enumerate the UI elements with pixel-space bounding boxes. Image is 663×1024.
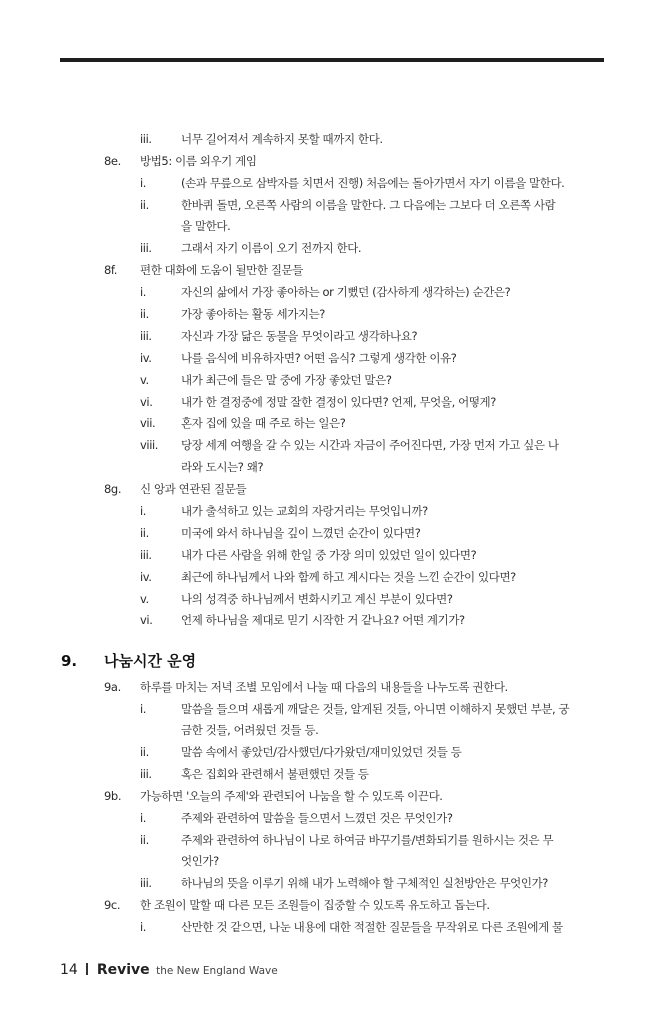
item-text: 한바퀴 돌면, 오른쪽 사람의 이름을 말한다. 그 다음에는 그보다 더 오른쪽 사람: [181, 198, 556, 212]
item-marker: iv.: [140, 351, 152, 365]
item-text: 자신과 가장 닮은 동물을 무엇이라고 생각하나요?: [181, 329, 418, 343]
section-number: 9.: [61, 652, 78, 670]
item-text-continued: 을 말한다.: [181, 219, 231, 233]
item-text: 당장 세계 여행을 갈 수 있는 시간과 자금이 주어진다면, 가장 먼저 가고 싶은 나: [181, 438, 559, 452]
item-text: 너무 길어져서 계속하지 못할 때까지 한다.: [181, 132, 383, 146]
item-text: 그래서 자기 이름이 오기 전까지 한다.: [181, 241, 362, 255]
item-marker: iii.: [140, 132, 152, 146]
item-text: 주제와 관련하여 하나님이 나로 하여금 바꾸기를/변화되기를 원하시는 것은 무: [181, 833, 554, 847]
subsection-marker: 9c.: [104, 898, 121, 912]
footer-subtitle: the New England Wave: [156, 965, 278, 977]
page-footer: [60, 961, 278, 980]
item-text-continued: 금한 것들, 어려웠던 것들 등.: [181, 723, 319, 737]
footer-brand: Revive: [96, 962, 150, 978]
item-text: 자신의 삶에서 가장 좋아하는 or 기뻤던 (감사하게 생각하는) 순간은?: [181, 285, 511, 299]
item-text: 말씀을 들으며 새롭게 깨달은 것들, 알게된 것들, 아니면 이해하지 못했던 부분, 궁: [181, 702, 570, 716]
item-text: 혼자 집에 있을 때 주로 하는 일은?: [181, 416, 346, 430]
item-marker: ii.: [140, 307, 149, 321]
item-marker: i.: [140, 285, 147, 299]
item-marker: viii.: [140, 438, 159, 452]
item-text: (손과 무릎으로 삼박자를 치면서 진행) 처음에는 돌아가면서 자기 이름을 말한다.: [181, 176, 565, 190]
item-text: 나를 음식에 비유하자면? 어떤 음식? 그렇게 생각한 이유?: [181, 351, 457, 365]
footer-divider: [86, 963, 88, 975]
subsection-marker: 8e.: [104, 154, 121, 168]
item-text: 언제 하나님을 제대로 믿기 시작한 거 같나요? 어떤 계기가?: [181, 613, 465, 627]
item-text: 내가 한 결정중에 정말 잘한 결정이 있다면? 언제, 무엇을, 어떻게?: [181, 395, 496, 409]
item-marker: v.: [140, 592, 149, 606]
item-marker: iii.: [140, 548, 152, 562]
item-text: 하나님의 뜻을 이루기 위해 내가 노력해야 할 구체적인 실천방안은 무엇인가?: [181, 876, 548, 890]
subsection-text: 방법5: 이름 외우기 게임: [140, 154, 257, 168]
item-text: 미국에 와서 하나님을 깊이 느꼈던 순간이 있다면?: [181, 526, 421, 540]
item-text: 내가 출석하고 있는 교회의 자랑거리는 무엇입니까?: [181, 504, 428, 518]
item-marker: iii.: [140, 329, 152, 343]
subsection-marker: 8g.: [104, 482, 122, 496]
item-marker: i.: [140, 702, 147, 716]
subsection-marker: 9a.: [104, 680, 121, 694]
item-text: 내가 다른 사람을 위해 한일 중 가장 의미 있었던 일이 있다면?: [181, 548, 477, 562]
page-number: 14: [60, 962, 78, 978]
subsection-marker: 8f.: [104, 263, 117, 277]
item-marker: i.: [140, 920, 147, 934]
item-marker: ii.: [140, 833, 149, 847]
subsection-text: 한 조원이 말할 때 다른 모든 조원들이 집중할 수 있도록 유도하고 돕는다.: [140, 898, 490, 912]
item-text: 주제와 관련하여 말씀을 들으면서 느꼈던 것은 무엇인가?: [181, 811, 453, 825]
item-text-continued: 라와 도시는? 왜?: [181, 460, 264, 474]
item-marker: iv.: [140, 570, 152, 584]
item-text: 최근에 하나님께서 나와 함께 하고 계시다는 것을 느낀 순간이 있다면?: [181, 570, 516, 584]
item-marker: v.: [140, 373, 149, 387]
item-marker: i.: [140, 811, 147, 825]
item-marker: iii.: [140, 767, 152, 781]
item-marker: i.: [140, 504, 147, 518]
section-title: 나눔시간 운영: [104, 652, 197, 670]
subsection-text: 가능하면 '오늘의 주제'와 관련되어 나눔을 할 수 있도록 이끈다.: [140, 789, 443, 803]
item-marker: vi.: [140, 613, 153, 627]
subsection-text: 신 앙과 연관된 질문들: [140, 482, 247, 496]
item-marker: ii.: [140, 198, 149, 212]
item-text: 말씀 속에서 좋았던/감사했던/다가왔던/재미있었던 것들 등: [181, 745, 462, 759]
item-text-continued: 엇인가?: [181, 854, 219, 868]
item-text: 나의 성격중 하나님께서 변화시키고 계신 부분이 있다면?: [181, 592, 453, 606]
item-marker: vii.: [140, 416, 156, 430]
item-text: 산만한 것 같으면, 나눈 내용에 대한 적절한 질문들을 무작위로 다른 조원에게 물: [181, 920, 563, 934]
subsection-text: 하루를 마치는 저녁 조별 모임에서 나눌 때 다음의 내용들을 나누도록 권한다.: [140, 680, 508, 694]
item-text: 가장 좋아하는 활동 세가지는?: [181, 307, 325, 321]
item-marker: vi.: [140, 395, 153, 409]
item-marker: iii.: [140, 241, 152, 255]
item-marker: i.: [140, 176, 147, 190]
item-marker: ii.: [140, 745, 149, 759]
item-text: 혹은 집회와 관련해서 불편했던 것들 등: [181, 767, 369, 781]
item-text: 내가 최근에 들은 말 중에 가장 좋았던 말은?: [181, 373, 392, 387]
subsection-text: 편한 대화에 도움이 될만한 질문들: [140, 263, 303, 277]
item-marker: ii.: [140, 526, 149, 540]
top-rule: [60, 58, 604, 62]
item-marker: iii.: [140, 876, 152, 890]
subsection-marker: 9b.: [104, 789, 122, 803]
